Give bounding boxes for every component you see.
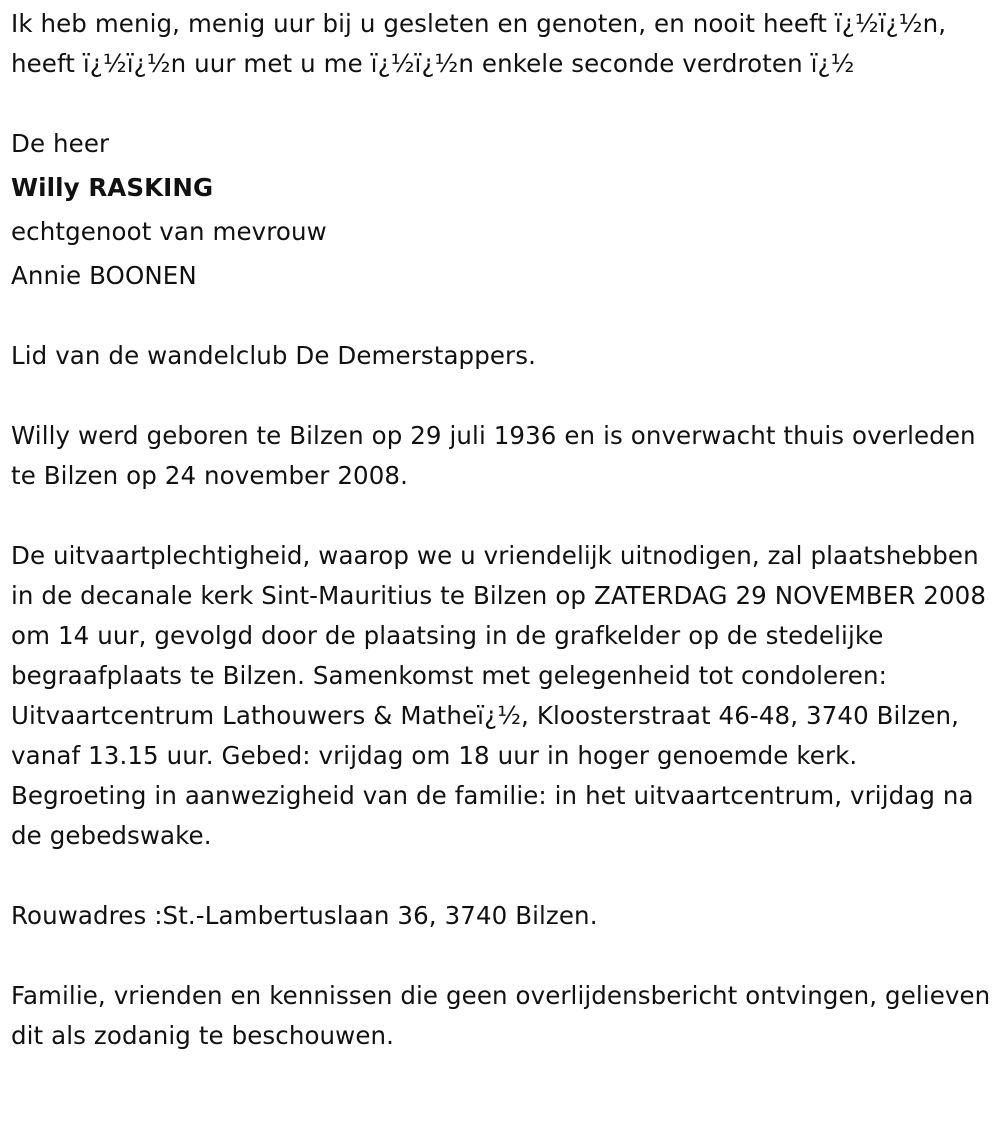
spacer (11, 84, 991, 124)
mourning-address: Rouwadres :St.-Lambertuslaan 36, 3740 Bilzen. (11, 901, 598, 930)
ceremony-text: De uitvaartplechtigheid, waarop we u vriendelijk uitnodigen, zal plaatshebben in de decanale kerk Sint-Mauritius te Bilzen op ZATERDAG 29 NOVEMBER 2008 om 14 uur, gevolgd door de plaatsing in de grafkelder op de stedelijke begraafplaats te Bilzen. Samenkomst met gelegenheid tot condoleren: Uitvaartcentrum Lathouwers & Matheï¿½, Kloosterstraat 46-48, 3740 Bilzen, vanaf 13.15 uur. Gebed: vrijdag om 18 uur in hoger genoemde kerk. Begroeting in aanwezigheid van de familie: in het uitvaartcentrum, vrijdag na de gebedswake. (11, 541, 987, 850)
life-dates-text: Willy werd geboren te Bilzen op 29 juli 1936 en is onverwacht thuis overleden te Bilzen op 24 november 2008. (11, 421, 976, 490)
spouse-relation: echtgenoot van mevrouw (11, 217, 327, 246)
closing-note: Familie, vrienden en kennissen die geen overlijdensbericht ontvingen, gelieven dit als zodanig te beschouwen. (11, 981, 991, 1050)
spacer (11, 300, 991, 336)
spacer (11, 936, 991, 976)
spacer (11, 856, 991, 896)
spouse-name: Annie BOONEN (11, 261, 197, 290)
deceased-name: Willy RASKING (11, 173, 214, 202)
spacer (11, 376, 991, 416)
obituary-document (11, 4, 991, 1056)
membership-text: Lid van de wandelclub De Demerstappers. (11, 341, 536, 370)
intro-quote: Ik heb menig, menig uur bij u gesleten en genoten, en nooit heeft ï¿½ï¿½n, heeft ï¿½ï¿½n uur met u me ï¿½ï¿½n enkele seconde verdroten ï¿½ (11, 9, 947, 78)
spacer (11, 496, 991, 536)
honorific: De heer (11, 129, 110, 158)
